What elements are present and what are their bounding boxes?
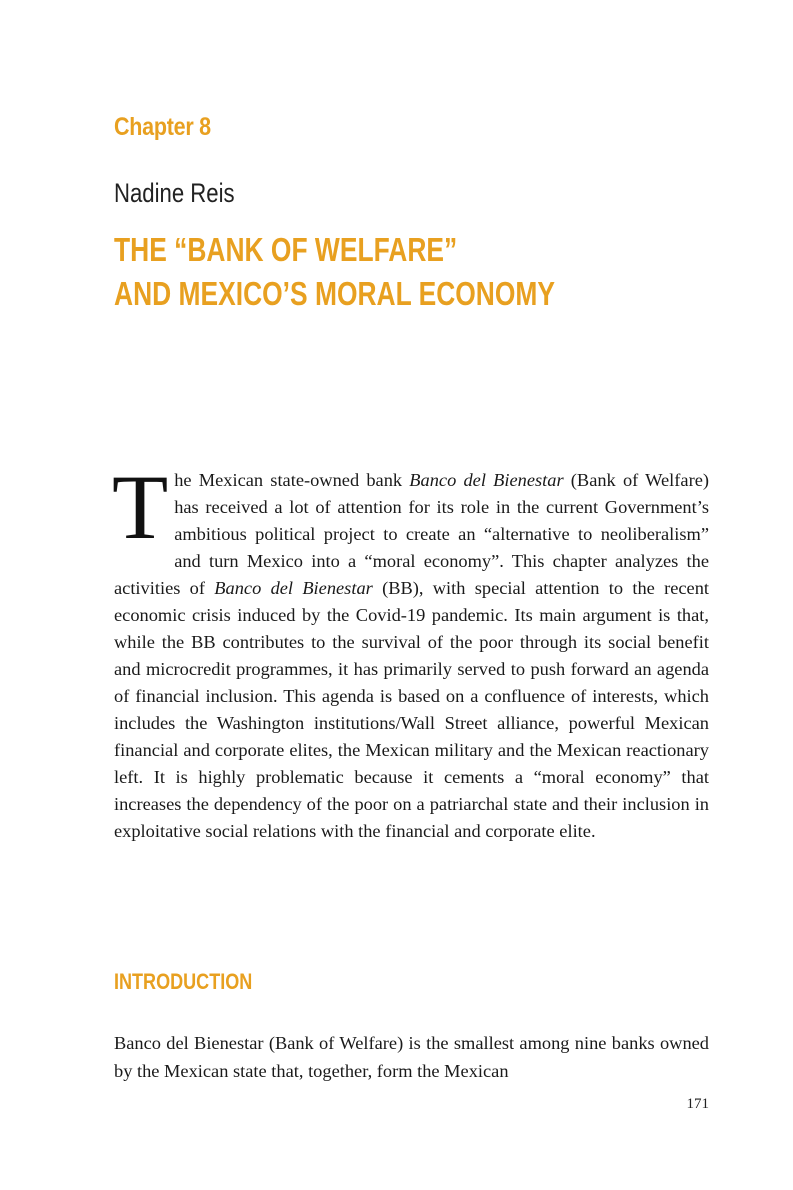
chapter-title (114, 228, 555, 316)
chapter-title-line-2: AND MEXICO’S MORAL ECONOMY (114, 275, 556, 312)
page-number: 171 (686, 1096, 709, 1112)
abstract-bank-name-1: Banco del Bienestar (409, 470, 564, 490)
abstract-paragraph (112, 456, 710, 845)
drop-cap: T (112, 456, 169, 558)
author-name: Nadine Reis (114, 178, 235, 208)
chapter-title-line-1: THE “BANK OF WELFARE” (114, 231, 458, 268)
abstract-text-1: he Mexican state-owned bank (174, 470, 410, 490)
abstract-text-3: (BB), with special attention to the recent economic crisis induced by the Covid-19 pandemic. Its main argument is that, while the BB contributes to the survival of the poor through its social benefit and microcredit programmes, it has primarily served to push forward an agenda of financial inclusion. This agenda is based on a confluence of interests, which includes the Washington institutions/Wall Street alliance, powerful Mexican financial and corporate elites, the Mexican military and the Mexican reactionary left. It is highly problematic because it cements a “moral economy” that increases the dependency of the poor on a patriarchal state and their inclusion in exploitative social relations with the financial and corporate elite. (114, 578, 710, 841)
section-heading-introduction: INTRODUCTION (114, 969, 253, 994)
introduction-paragraph: Banco del Bienestar (Bank of Welfare) is the smallest among nine banks owned by the Mexican state that, together, form the Mexican (114, 1033, 709, 1081)
abstract-text-2: (Bank of Welfare) has received a lot of attention for its role in the current Government’s ambitious political project to create an “alternative to neoliberalism” and turn Mexico into a “moral economy”. This chapter analyzes the activities of (114, 470, 709, 598)
abstract-bank-name-2: Banco del Bienestar (214, 578, 373, 598)
chapter-label: Chapter 8 (114, 113, 211, 141)
